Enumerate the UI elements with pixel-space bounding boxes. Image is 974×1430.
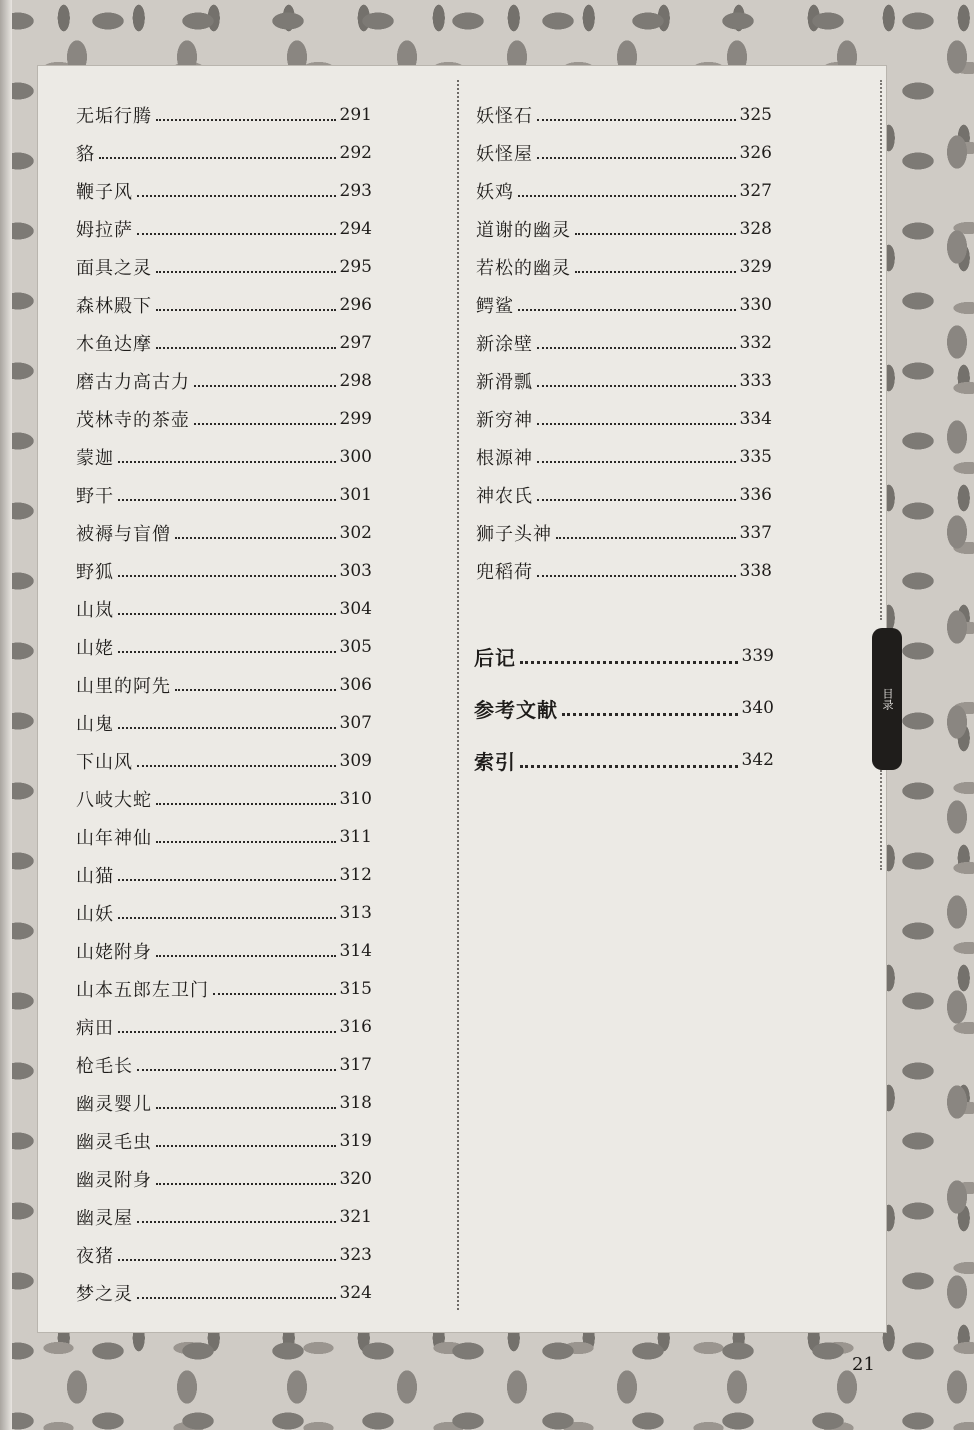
entry-page: 321 (339, 1207, 372, 1227)
toc-entry[interactable] (476, 324, 772, 362)
leader-dots (118, 727, 336, 729)
page-number: 21 (852, 1354, 875, 1375)
entry-title: 野狐 (76, 562, 114, 583)
entry-title: 幽灵毛虫 (76, 1132, 152, 1153)
entry-page: 310 (339, 789, 372, 809)
leader-dots (118, 1031, 336, 1033)
toc-entry[interactable] (76, 324, 372, 362)
leader-dots (156, 1183, 336, 1185)
leader-dots (118, 917, 336, 919)
toc-entry[interactable] (76, 438, 372, 476)
leader-dots (156, 1145, 336, 1147)
entry-title: 野干 (76, 486, 114, 507)
entry-page: 293 (339, 181, 372, 201)
entry-page: 291 (339, 105, 372, 125)
back-matter-references[interactable] (474, 682, 774, 734)
leader-dots (575, 271, 736, 273)
entry-title: 夜猪 (76, 1246, 114, 1267)
entry-title: 山姥附身 (76, 942, 152, 963)
leader-dots (137, 1297, 336, 1299)
entry-page: 330 (739, 295, 772, 315)
toc-entry[interactable] (76, 172, 372, 210)
edge-dots-upper (880, 80, 882, 620)
entry-page: 327 (739, 181, 772, 201)
entry-page: 307 (339, 713, 372, 733)
toc-entry[interactable] (76, 476, 372, 514)
leader-dots (537, 461, 736, 463)
toc-entry[interactable] (76, 628, 372, 666)
entry-page: 339 (741, 646, 774, 666)
leader-dots (118, 575, 336, 577)
leader-dots (118, 613, 336, 615)
entry-title: 道谢的幽灵 (476, 220, 571, 241)
entry-page: 302 (339, 523, 372, 543)
entry-page: 320 (339, 1169, 372, 1189)
leader-dots (175, 537, 336, 539)
entry-page: 296 (339, 295, 372, 315)
entry-page: 342 (741, 750, 774, 770)
entry-page: 338 (739, 561, 772, 581)
entry-page: 298 (339, 371, 372, 391)
leader-dots (194, 423, 336, 425)
leader-dots (575, 233, 736, 235)
entry-title: 病田 (76, 1018, 114, 1039)
entry-title: 幽灵附身 (76, 1170, 152, 1191)
toc-entry[interactable] (476, 438, 772, 476)
entry-title: 无垢行腾 (76, 106, 152, 127)
leader-dots (520, 661, 738, 664)
entry-title: 面具之灵 (76, 258, 152, 279)
entry-title: 被褥与盲僧 (76, 524, 171, 545)
leader-dots (118, 499, 336, 501)
toc-entry[interactable] (476, 248, 772, 286)
entry-title: 山岚 (76, 600, 114, 621)
toc-entry[interactable] (76, 514, 372, 552)
entry-page: 328 (739, 219, 772, 239)
entry-title: 木鱼达摩 (76, 334, 152, 355)
toc-entry[interactable] (76, 932, 372, 970)
toc-entry[interactable] (76, 818, 372, 856)
entry-page: 332 (739, 333, 772, 353)
leader-dots (537, 347, 736, 349)
entry-page: 336 (739, 485, 772, 505)
leader-dots (556, 537, 736, 539)
entry-page: 309 (339, 751, 372, 771)
toc-entry[interactable] (76, 590, 372, 628)
entry-title: 貉 (76, 144, 95, 165)
entry-page: 311 (339, 827, 372, 847)
entry-title: 姆拉萨 (76, 220, 133, 241)
toc-entry[interactable] (476, 286, 772, 324)
leader-dots (194, 385, 336, 387)
entry-page: 294 (339, 219, 372, 239)
leader-dots (137, 1221, 336, 1223)
entry-page: 312 (339, 865, 372, 885)
leader-dots (118, 1259, 336, 1261)
leader-dots (156, 955, 336, 957)
leader-dots (156, 309, 336, 311)
entry-title: 妖鸡 (476, 182, 514, 203)
toc-entry[interactable] (476, 514, 772, 552)
toc-entry[interactable] (476, 134, 772, 172)
entry-page: 319 (339, 1131, 372, 1151)
toc-entry[interactable] (76, 1046, 372, 1084)
entry-title: 山猫 (76, 866, 114, 887)
entry-page: 304 (339, 599, 372, 619)
back-matter-list (474, 630, 774, 786)
entry-title: 枪毛长 (76, 1056, 133, 1077)
toc-entry[interactable] (76, 248, 372, 286)
entry-title: 根源神 (476, 448, 533, 469)
entry-page: 337 (739, 523, 772, 543)
toc-entry[interactable] (476, 476, 772, 514)
leader-dots (537, 119, 736, 121)
entry-title: 若松的幽灵 (476, 258, 571, 279)
entry-title: 鳄鲨 (476, 296, 514, 317)
leader-dots (118, 461, 336, 463)
leader-dots (156, 803, 336, 805)
toc-entry[interactable] (76, 400, 372, 438)
entry-page: 323 (339, 1245, 372, 1265)
toc-entry[interactable] (76, 96, 372, 134)
entry-page: 318 (339, 1093, 372, 1113)
entry-title: 磨古力高古力 (76, 372, 190, 393)
entry-page: 315 (339, 979, 372, 999)
leader-dots (156, 271, 336, 273)
entry-title: 山本五郎左卫门 (76, 980, 209, 1001)
entry-title: 森林殿下 (76, 296, 152, 317)
entry-page: 292 (339, 143, 372, 163)
toc-entry[interactable] (76, 894, 372, 932)
entry-title: 幽灵屋 (76, 1208, 133, 1229)
leader-dots (537, 157, 736, 159)
entry-title: 新穷神 (476, 410, 533, 431)
entry-title: 山妖 (76, 904, 114, 925)
toc-entry[interactable] (476, 172, 772, 210)
entry-title: 山鬼 (76, 714, 114, 735)
toc-entry[interactable] (76, 210, 372, 248)
leader-dots (137, 765, 336, 767)
entry-page: 297 (339, 333, 372, 353)
leader-dots (537, 499, 736, 501)
toc-entry[interactable] (76, 286, 372, 324)
back-matter-index[interactable] (474, 734, 774, 786)
back-matter-afterword[interactable] (474, 630, 774, 682)
entry-page: 326 (739, 143, 772, 163)
leader-dots (137, 195, 336, 197)
entry-page: 335 (739, 447, 772, 467)
toc-entry[interactable] (76, 970, 372, 1008)
toc-entry[interactable] (76, 1008, 372, 1046)
toc-entry[interactable] (476, 96, 772, 134)
entry-page: 301 (339, 485, 372, 505)
toc-entry[interactable] (76, 704, 372, 742)
leader-dots (518, 309, 736, 311)
toc-entry[interactable] (476, 552, 772, 590)
leader-dots (118, 651, 336, 653)
toc-entry[interactable] (476, 362, 772, 400)
entry-page: 300 (339, 447, 372, 467)
leader-dots (118, 879, 336, 881)
toc-entry[interactable] (76, 1122, 372, 1160)
leader-dots (562, 713, 738, 716)
toc-entry[interactable] (76, 552, 372, 590)
entry-title: 茂林寺的茶壶 (76, 410, 190, 431)
entry-title: 下山风 (76, 752, 133, 773)
toc-entry[interactable] (76, 1274, 372, 1312)
leader-dots (137, 233, 336, 235)
entry-page: 299 (339, 409, 372, 429)
leader-dots (137, 1069, 336, 1071)
toc-entry[interactable] (76, 362, 372, 400)
edge-dots-lower (880, 770, 882, 870)
entry-title: 新涂壁 (476, 334, 533, 355)
entry-page: 303 (339, 561, 372, 581)
entry-title: 鞭子风 (76, 182, 133, 203)
page-gutter (0, 0, 12, 1430)
section-tab-label: 目录 (881, 688, 894, 710)
toc-entry[interactable] (76, 1084, 372, 1122)
toc-entry[interactable] (76, 1236, 372, 1274)
column-divider (457, 80, 459, 1310)
toc-entry[interactable] (476, 210, 772, 248)
entry-title: 后记 (474, 645, 516, 670)
entry-title: 狮子头神 (476, 524, 552, 545)
leader-dots (213, 993, 336, 995)
entry-page: 340 (741, 698, 774, 718)
entry-page: 325 (739, 105, 772, 125)
entry-page: 314 (339, 941, 372, 961)
toc-entry[interactable] (76, 742, 372, 780)
entry-page: 316 (339, 1017, 372, 1037)
entry-title: 索引 (474, 749, 516, 774)
entry-page: 324 (339, 1283, 372, 1303)
entry-title: 新滑瓢 (476, 372, 533, 393)
toc-left-column (76, 96, 372, 1312)
toc-entry[interactable] (476, 400, 772, 438)
leader-dots (537, 385, 736, 387)
leader-dots (156, 119, 336, 121)
toc-entry[interactable] (76, 1160, 372, 1198)
toc-entry[interactable] (76, 134, 372, 172)
leader-dots (537, 423, 736, 425)
entry-title: 妖怪石 (476, 106, 533, 127)
entry-title: 兜稻荷 (476, 562, 533, 583)
entry-page: 333 (739, 371, 772, 391)
entry-page: 295 (339, 257, 372, 277)
toc-entry[interactable] (76, 666, 372, 704)
leader-dots (175, 689, 336, 691)
entry-page: 329 (739, 257, 772, 277)
toc-entry[interactable] (76, 780, 372, 818)
entry-page: 313 (339, 903, 372, 923)
toc-entry[interactable] (76, 856, 372, 894)
toc-right-column (476, 96, 772, 590)
entry-page: 305 (339, 637, 372, 657)
leader-dots (156, 347, 336, 349)
leader-dots (520, 765, 738, 768)
entry-title: 蒙迦 (76, 448, 114, 469)
entry-title: 幽灵婴儿 (76, 1094, 152, 1115)
entry-page: 334 (739, 409, 772, 429)
toc-entry[interactable] (76, 1198, 372, 1236)
leader-dots (537, 575, 736, 577)
entry-page: 306 (339, 675, 372, 695)
entry-title: 山年神仙 (76, 828, 152, 849)
entry-title: 参考文献 (474, 697, 558, 722)
leader-dots (99, 157, 336, 159)
entry-title: 神农氏 (476, 486, 533, 507)
entry-title: 梦之灵 (76, 1284, 133, 1305)
entry-title: 妖怪屋 (476, 144, 533, 165)
entry-title: 山里的阿先 (76, 676, 171, 697)
leader-dots (518, 195, 736, 197)
entry-title: 山姥 (76, 638, 114, 659)
leader-dots (156, 841, 336, 843)
entry-title: 八岐大蛇 (76, 790, 152, 811)
leader-dots (156, 1107, 336, 1109)
entry-page: 317 (339, 1055, 372, 1075)
section-tab[interactable] (872, 628, 902, 770)
